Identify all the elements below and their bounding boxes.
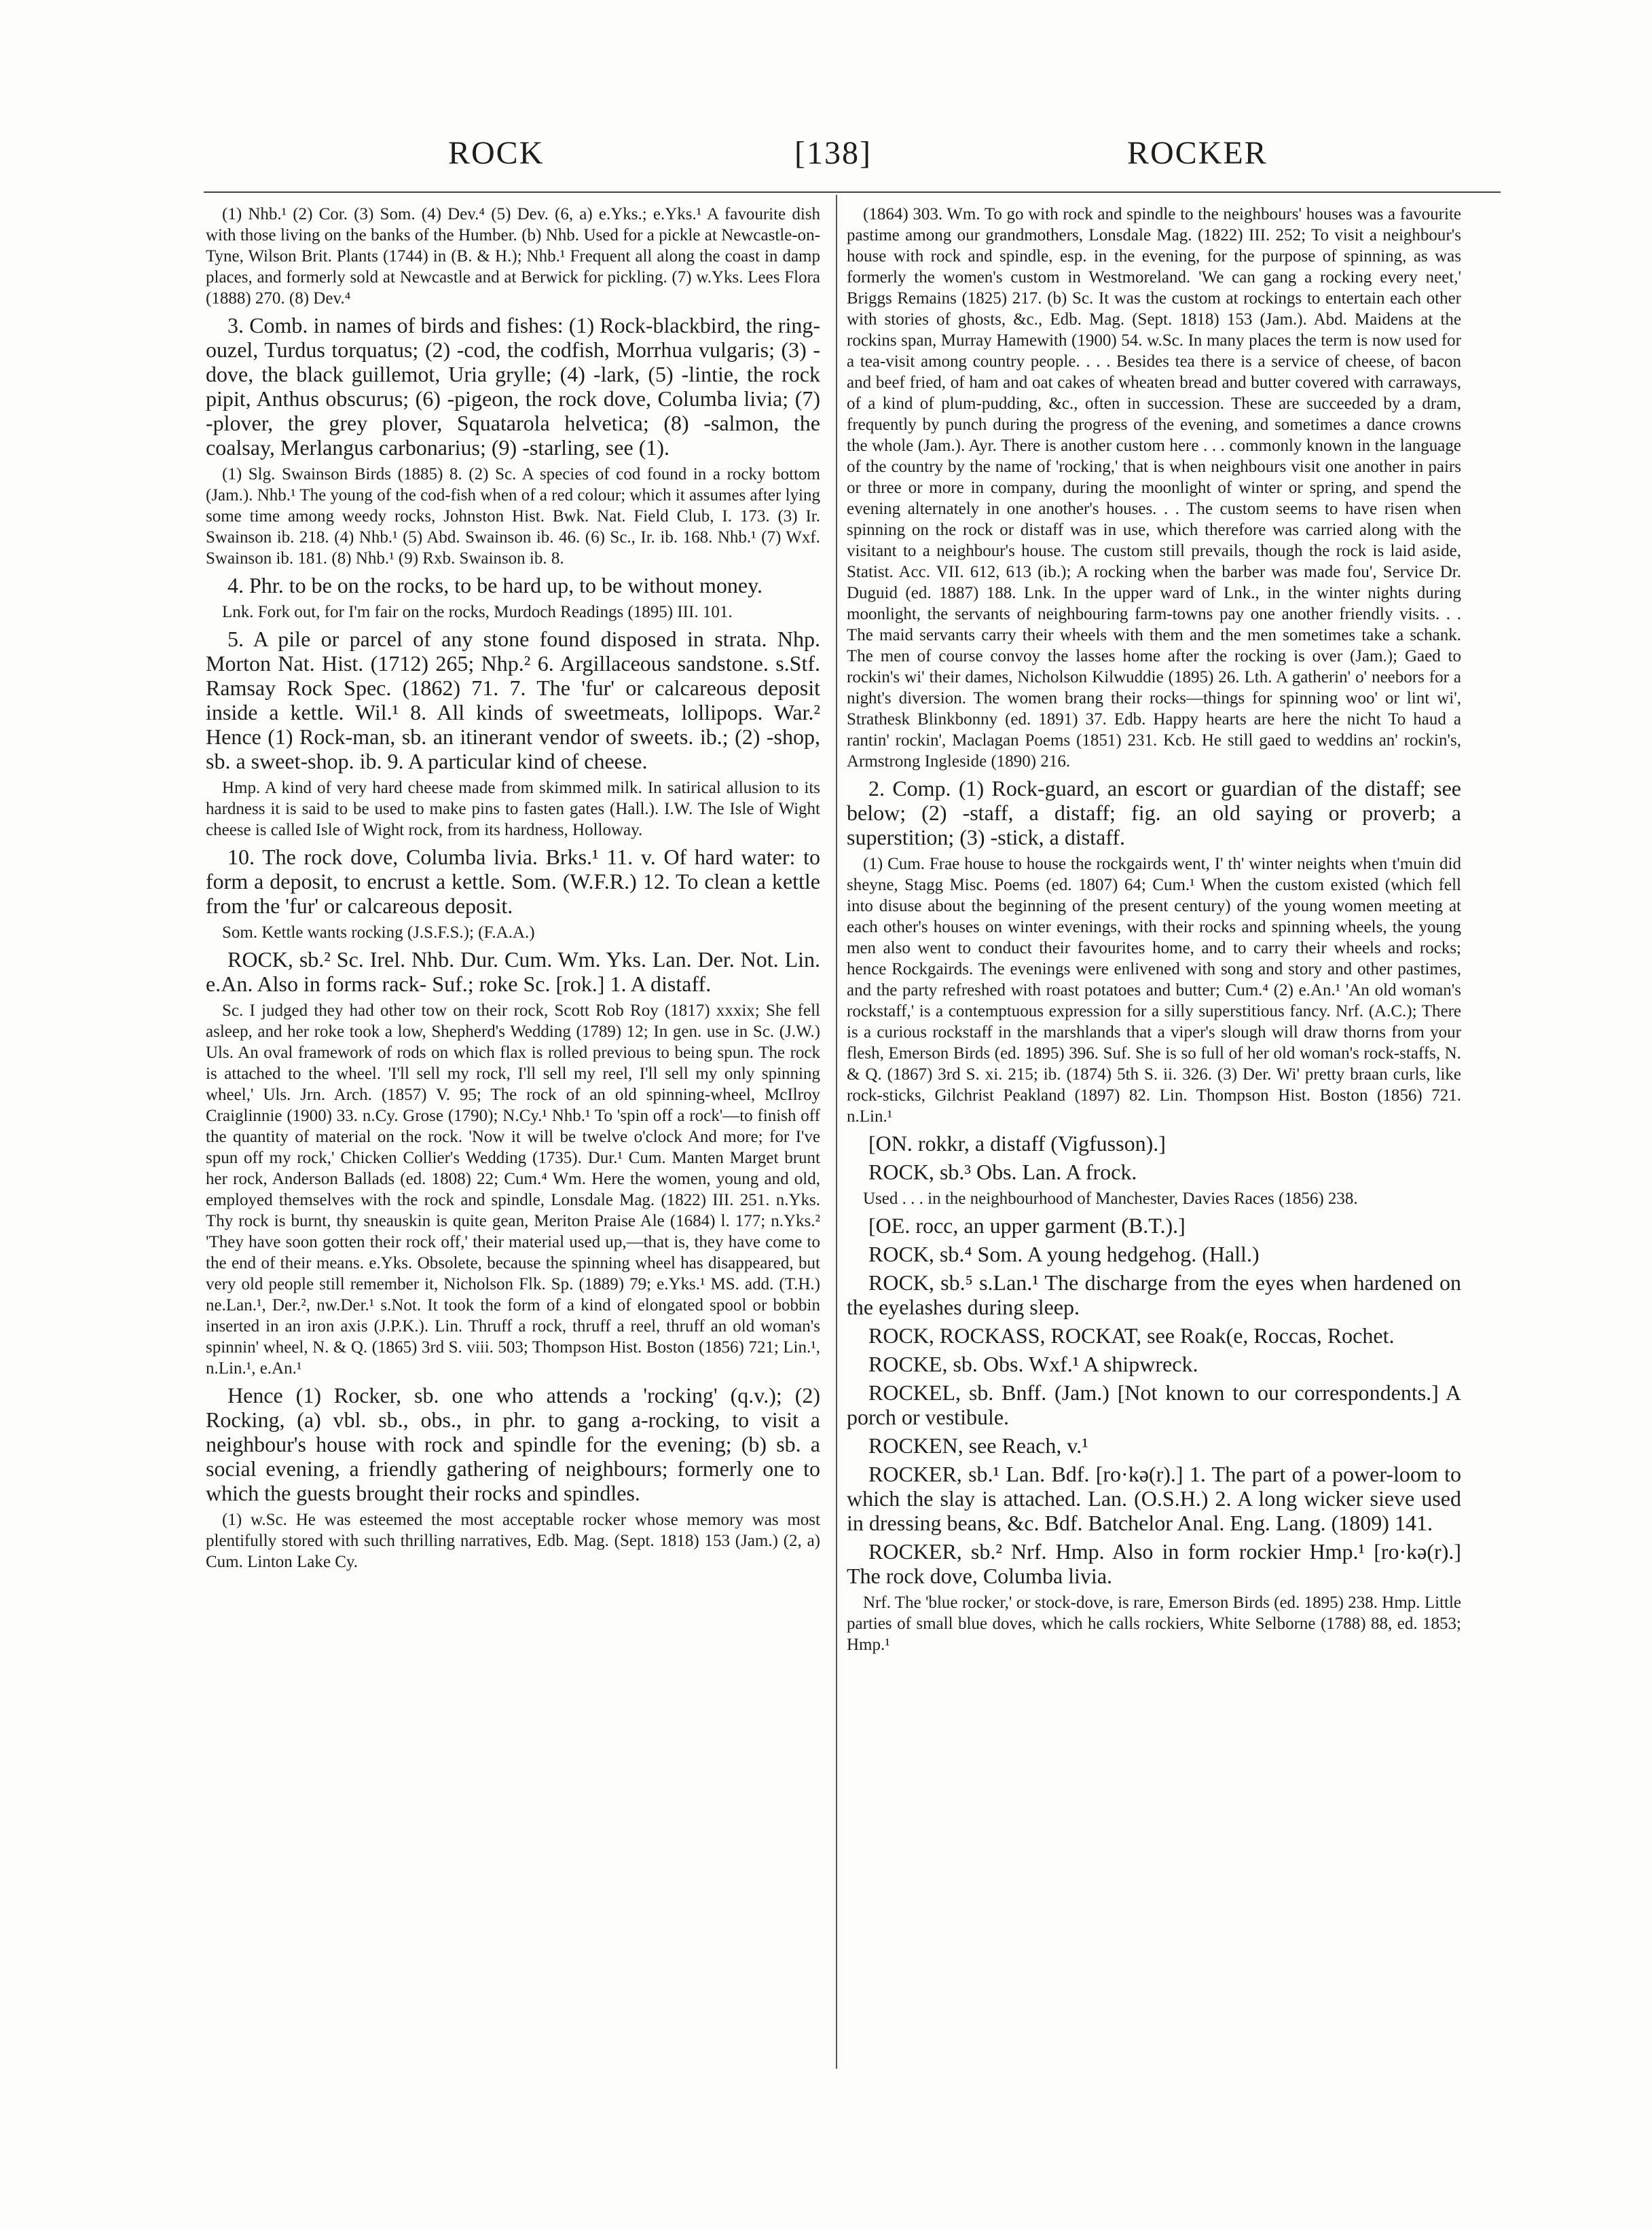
- left-column: [206, 204, 820, 2078]
- entry-paragraph: 2. Comp. (1) Rock-guard, an escort or guardian of the distaff; see below; (2) -staff, a distaff; fig. an old saying or proverb; a superstition; (3) -stick, a distaff.: [847, 776, 1461, 849]
- entry-paragraph: 3. Comb. in names of birds and fishes: (1) Rock-blackbird, the ring-ouzel, Turdus torquatus; (2) -cod, the codfish, Morrhua vulgaris; (3) -dove, the black guillemot, Uria grylle; (4) -lark, (5) -lintie, the rock pipit, Anthus obscurus; (6) -pigeon, the rock dove, Columba livia; (7) -plover, the grey plover, Squatarola helvetica; (8) -salmon, the coalsay, Merlangus carbonarius; (9) -starling, see (1).: [206, 313, 820, 460]
- header-right-headword: ROCKER: [1127, 135, 1268, 171]
- entry-paragraph: ROCKER, sb.² Nrf. Hmp. Also in form rockier Hmp.¹ [ro·kə(r).] The rock dove, Columba livia.: [847, 1539, 1461, 1588]
- entry-paragraph: ROCKEN, see Reach, v.¹: [868, 1433, 1088, 1458]
- entry-paragraph: ROCK, sb.⁴ Som. A young hedgehog. (Hall.): [868, 1242, 1260, 1266]
- citation-paragraph: (1) Cum. Frae house to house the rockgairds went, I' th' winter neights when t'muin did sheyne, Stagg Misc. Poems (ed. 1807) 64; Cum.¹ When the custom existed (which fell into disuse about the beginning of the present century) of the young women meeting at each other's houses on winter evenings, with their rocks and spinning wheels, the young men also went to conduct their favourites home, and to carry their wheels and rocks; hence Rockgairds. The evenings were enlivened with song and story and other pastimes, and the party refreshed with roast potatoes and butter; Cum.⁴ (2) e.An.¹ 'An old woman's rockstaff,' is a contemptuous expression for a silly superstitious fancy. Nrf. (A.C.); There is a curious rockstaff in the marshlands that a viper's slough will draw thorns from your flesh, Emerson Birds (ed. 1895) 396. Suf. She is so full of her old woman's rock-staffs, N. & Q. (1867) 3rd S. xi. 215; ib. (1874) 5th S. ii. 326. (3) Der. Wi' pretty braan curls, like rock-sticks, Gilchrist Peakland (1897) 82. Lin. Thompson Hist. Boston (1856) 721. n.Lin.¹: [847, 855, 1461, 1126]
- citation-paragraph: Lnk. Fork out, for I'm fair on the rocks, Murdoch Readings (1895) III. 101.: [222, 603, 733, 621]
- citation-paragraph: (1) w.Sc. He was esteemed the most acceptable rocker whose memory was most plentifully stored with such thrilling narratives, Edb. Mag. (Sept. 1818) 153 (Jam.) (2, a) Cum. Linton Lake Cy.: [206, 1511, 820, 1571]
- citation-paragraph: Hmp. A kind of very hard cheese made from skimmed milk. In satirical allusion to its hardness it is said to be used to make pins to fasten gates (Hall.). I.W. The Isle of Wight cheese is called Isle of Wight rock, from its hardness, Holloway.: [206, 779, 820, 839]
- entry-paragraph: ROCK, ROCKASS, ROCKAT, see Roak(e, Roccas, Rochet.: [868, 1323, 1395, 1348]
- entry-paragraph: 10. The rock dove, Columba livia. Brks.¹ 11. v. Of hard water: to form a deposit, to encrust a kettle. Som. (W.F.R.) 12. To clean a kettle from the 'fur' or calcareous deposit.: [206, 845, 820, 918]
- entry-paragraph: ROCKER, sb.¹ Lan. Bdf. [ro·kə(r).] 1. The part of a power-loom to which the slay is attached. Lan. (O.S.H.) 2. A long wicker sieve used in dressing beans, &c. Bdf. Batchelor Anal. Eng. Lang. (1809) 141.: [847, 1462, 1461, 1535]
- column-divider: [836, 195, 837, 2069]
- entry-paragraph: 4. Phr. to be on the rocks, to be hard up, to be without money.: [227, 573, 763, 597]
- citation-paragraph: (1) Nhb.¹ (2) Cor. (3) Som. (4) Dev.⁴ (5) Dev. (6, a) e.Yks.; e.Yks.¹ A favourite dish with those living on the banks of the Humber. (b) Nhb. Used for a pickle at Newcastle-on-Tyne, Wilson Brit. Plants (1744) in (B. & H.); Nhb.¹ Frequent all along the coast in damp places, and formerly sold at Newcastle and at Berwick for pickling. (7) w.Yks. Lees Flora (1888) 270. (8) Dev.⁴: [206, 205, 820, 308]
- entry-paragraph: ROCK, sb.⁵ s.Lan.¹ The discharge from the eyes when hardened on the eyelashes during sleep.: [847, 1270, 1461, 1319]
- entry-paragraph: ROCKEL, sb. Bnff. (Jam.) [Not known to our correspondents.] A porch or vestibule.: [847, 1380, 1461, 1429]
- citation-paragraph: Sc. I judged they had other tow on their rock, Scott Rob Roy (1817) xxxix; She fell asleep, and her roke took a low, Shepherd's Wedding (1789) 12; In gen. use in Sc. (J.W.) Uls. An oval framework of rods on which flax is rolled previous to being spun. The rock is attached to the wheel. 'I'll sell my rock, I'll sell my reel, I'll sell my only spinning wheel,' Uls. Jrn. Arch. (1857) V. 95; The rock of an old spinning-wheel, McIlroy Craiglinnie (1900) 33. n.Cy. Grose (1790); N.Cy.¹ Nhb.¹ To 'spin off a rock'—to finish off the quantity of material on the rock. 'Now it will be twelve o'clock And more; for I've spun off my rock,' Chicken Collier's Wedding (1735). Dur.¹ Cum. Manten Marget brunt her rock, Anderson Ballads (ed. 1808) 22; Cum.⁴ Wm. Here the women, young and old, employed themselves with the rock and spindle, Lonsdale Mag. (1822) III. 251. n.Yks. Thy rock is burnt, thy sneauskin is quite gean, Meriton Praise Ale (1684) l. 177; n.Yks.² 'They have soon gotten their rock off,' their material used up,—that is, they have come to the end of their means. e.Yks. Obsolete, because the spinning wheel has disappeared, but very old people still remember it, Nicholson Flk. Sp. (1889) 79; e.Yks.¹ MS. add. (T.H.) ne.Lan.¹, Der.², nw.Der.¹ s.Not. It took the form of a kind of elongated spool or bobbin inserted in an iron axis (J.P.K.). Lin. Thruff a rock, thruff a reel, thruff an old woman's spinnin' wheel, N. & Q. (1865) 3rd S. viii. 503; Thompson Hist. Boston (1856) 721; Lin.¹, n.Lin.¹, e.An.¹: [206, 1001, 820, 1378]
- citation-paragraph: Nrf. The 'blue rocker,' or stock-dove, is rare, Emerson Birds (ed. 1895) 238. Hmp. Little parties of small blue doves, which he calls rockiers, White Selborne (1788) 88, ed. 1853; Hmp.¹: [847, 1594, 1461, 1654]
- running-head: [204, 134, 1501, 182]
- page-number: [138]: [794, 135, 872, 171]
- entry-paragraph: Hence (1) Rocker, sb. one who attends a 'rocking' (q.v.); (2) Rocking, (a) vbl. sb., obs., in phr. to gang a-rocking, to visit a neighbour's house with rock and spindle for the evening; (b) sb. a social evening, a friendly gathering of neighbours; formerly one to which the guests brought their rocks and spindles.: [206, 1383, 820, 1505]
- entry-paragraph: 5. A pile or parcel of any stone found disposed in strata. Nhp. Morton Nat. Hist. (1712) 265; Nhp.² 6. Argillaceous sandstone. s.Stf. Ramsay Rock Spec. (1862) 71. 7. The 'fur' or calcareous deposit inside a kettle. Wil.¹ 8. All kinds of sweetmeats, lollipops. War.² Hence (1) Rock-man, sb. an itinerant vendor of sweets. ib.; (2) -shop, sb. a sweet-shop. ib. 9. A particular kind of cheese.: [206, 627, 820, 773]
- entry-paragraph: ROCK, sb.² Sc. Irel. Nhb. Dur. Cum. Wm. Yks. Lan. Der. Not. Lin. e.An. Also in forms rack- Suf.; roke Sc. [rok.] 1. A distaff.: [206, 947, 820, 996]
- citation-paragraph: Used . . . in the neighbourhood of Manchester, Davies Races (1856) 238.: [863, 1190, 1358, 1208]
- entry-paragraph: [ON. rokkr, a distaff (Vigfusson).]: [868, 1131, 1166, 1156]
- header-rule: [204, 191, 1501, 193]
- header-left-headword: ROCK: [448, 135, 545, 171]
- citation-paragraph: (1864) 303. Wm. To go with rock and spindle to the neighbours' houses was a favourite pastime among our grandmothers, Lonsdale Mag. (1822) III. 252; To visit a neighbour's house with rock and spindle, esp. in the evening, for the purpose of spinning, as was formerly the women's custom in Westmoreland. 'We can gang a rocking every neet,' Briggs Remains (1825) 217. (b) Sc. It was the custom at rockings to entertain each other with stories of ghosts, &c., Edb. Mag. (Sept. 1818) 153 (Jam.). Abd. Maidens at the rockins span, Murray Hamewith (1900) 54. w.Sc. In many places the term is now used for a tea-visit among country people. . . . Besides tea there is a service of cheese, of bacon and beef fried, of ham and oat cakes of wheaten bread and butter covered with carraways, of a kind of plum-pudding, &c., often in succession. These are succeeded by a dram, frequently by punch during the progress of the evening, and sometimes a dance crowns the whole (Jam.). Ayr. There is another custom here . . . commonly known in the language of the country by the name of 'rocking,' that is when neighbours visit one another in pairs or three or more in company, during the moonlight of winter or spring, and spend the evening alternately in one another's houses. . . The custom seems to have risen when spinning on the rock or distaff was in use, which therefore was carried along with the visitant to a neighbour's house. The custom still prevails, though the rock is laid aside, Statist. Acc. VII. 612, 613 (ib.); A rocking when the barber was made fou', Service Dr. Duguid (ed. 1887) 188. Lnk. In the upper ward of Lnk., in the winter nights during moonlight, the servants of neighbouring farm-towns pay one another friendly visits. . . The maid servants carry their wheels with them and the men sometimes take a schank. The men of course convoy the lasses home after the rocking is over (Jam.); Gaed to rockin's wi' their dames, Nicholson Kilwuddie (1895) 26. Lth. A gatherin' o' neebors for a night's diversion. The women brang their rocks—things for spinning woo' or lint wi', Strathesk Blinkbonny (ed. 1891) 37. Edb. Happy hearts are here the nicht To haud a rantin' rockin', Maclagan Poems (1851) 231. Kcb. He still gaed to weddins an' rockin's, Armstrong Ingleside (1890) 216.: [847, 205, 1461, 771]
- entry-paragraph: ROCKE, sb. Obs. Wxf.¹ A shipwreck.: [868, 1352, 1198, 1376]
- entry-paragraph: ROCK, sb.³ Obs. Lan. A frock.: [868, 1160, 1137, 1184]
- right-column: [847, 204, 1461, 2078]
- citation-paragraph: Som. Kettle wants rocking (J.S.F.S.); (F.A.A.): [222, 923, 535, 942]
- citation-paragraph: (1) Slg. Swainson Birds (1885) 8. (2) Sc. A species of cod found in a rocky bottom (Jam.). Nhb.¹ The young of the cod-fish when of a red colour; which it assumes after lying some time among weedy rocks, Johnston Hist. Bwk. Nat. Field Club, I. 173. (3) Ir. Swainson ib. 218. (4) Nhb.¹ (5) Abd. Swainson ib. 46. (6) Sc., Ir. ib. 168. Nhb.¹ (7) Wxf. Swainson ib. 181. (8) Nhb.¹ (9) Rxb. Swainson ib. 8.: [206, 465, 820, 568]
- entry-paragraph: [OE. rocc, an upper garment (B.T.).]: [868, 1213, 1186, 1238]
